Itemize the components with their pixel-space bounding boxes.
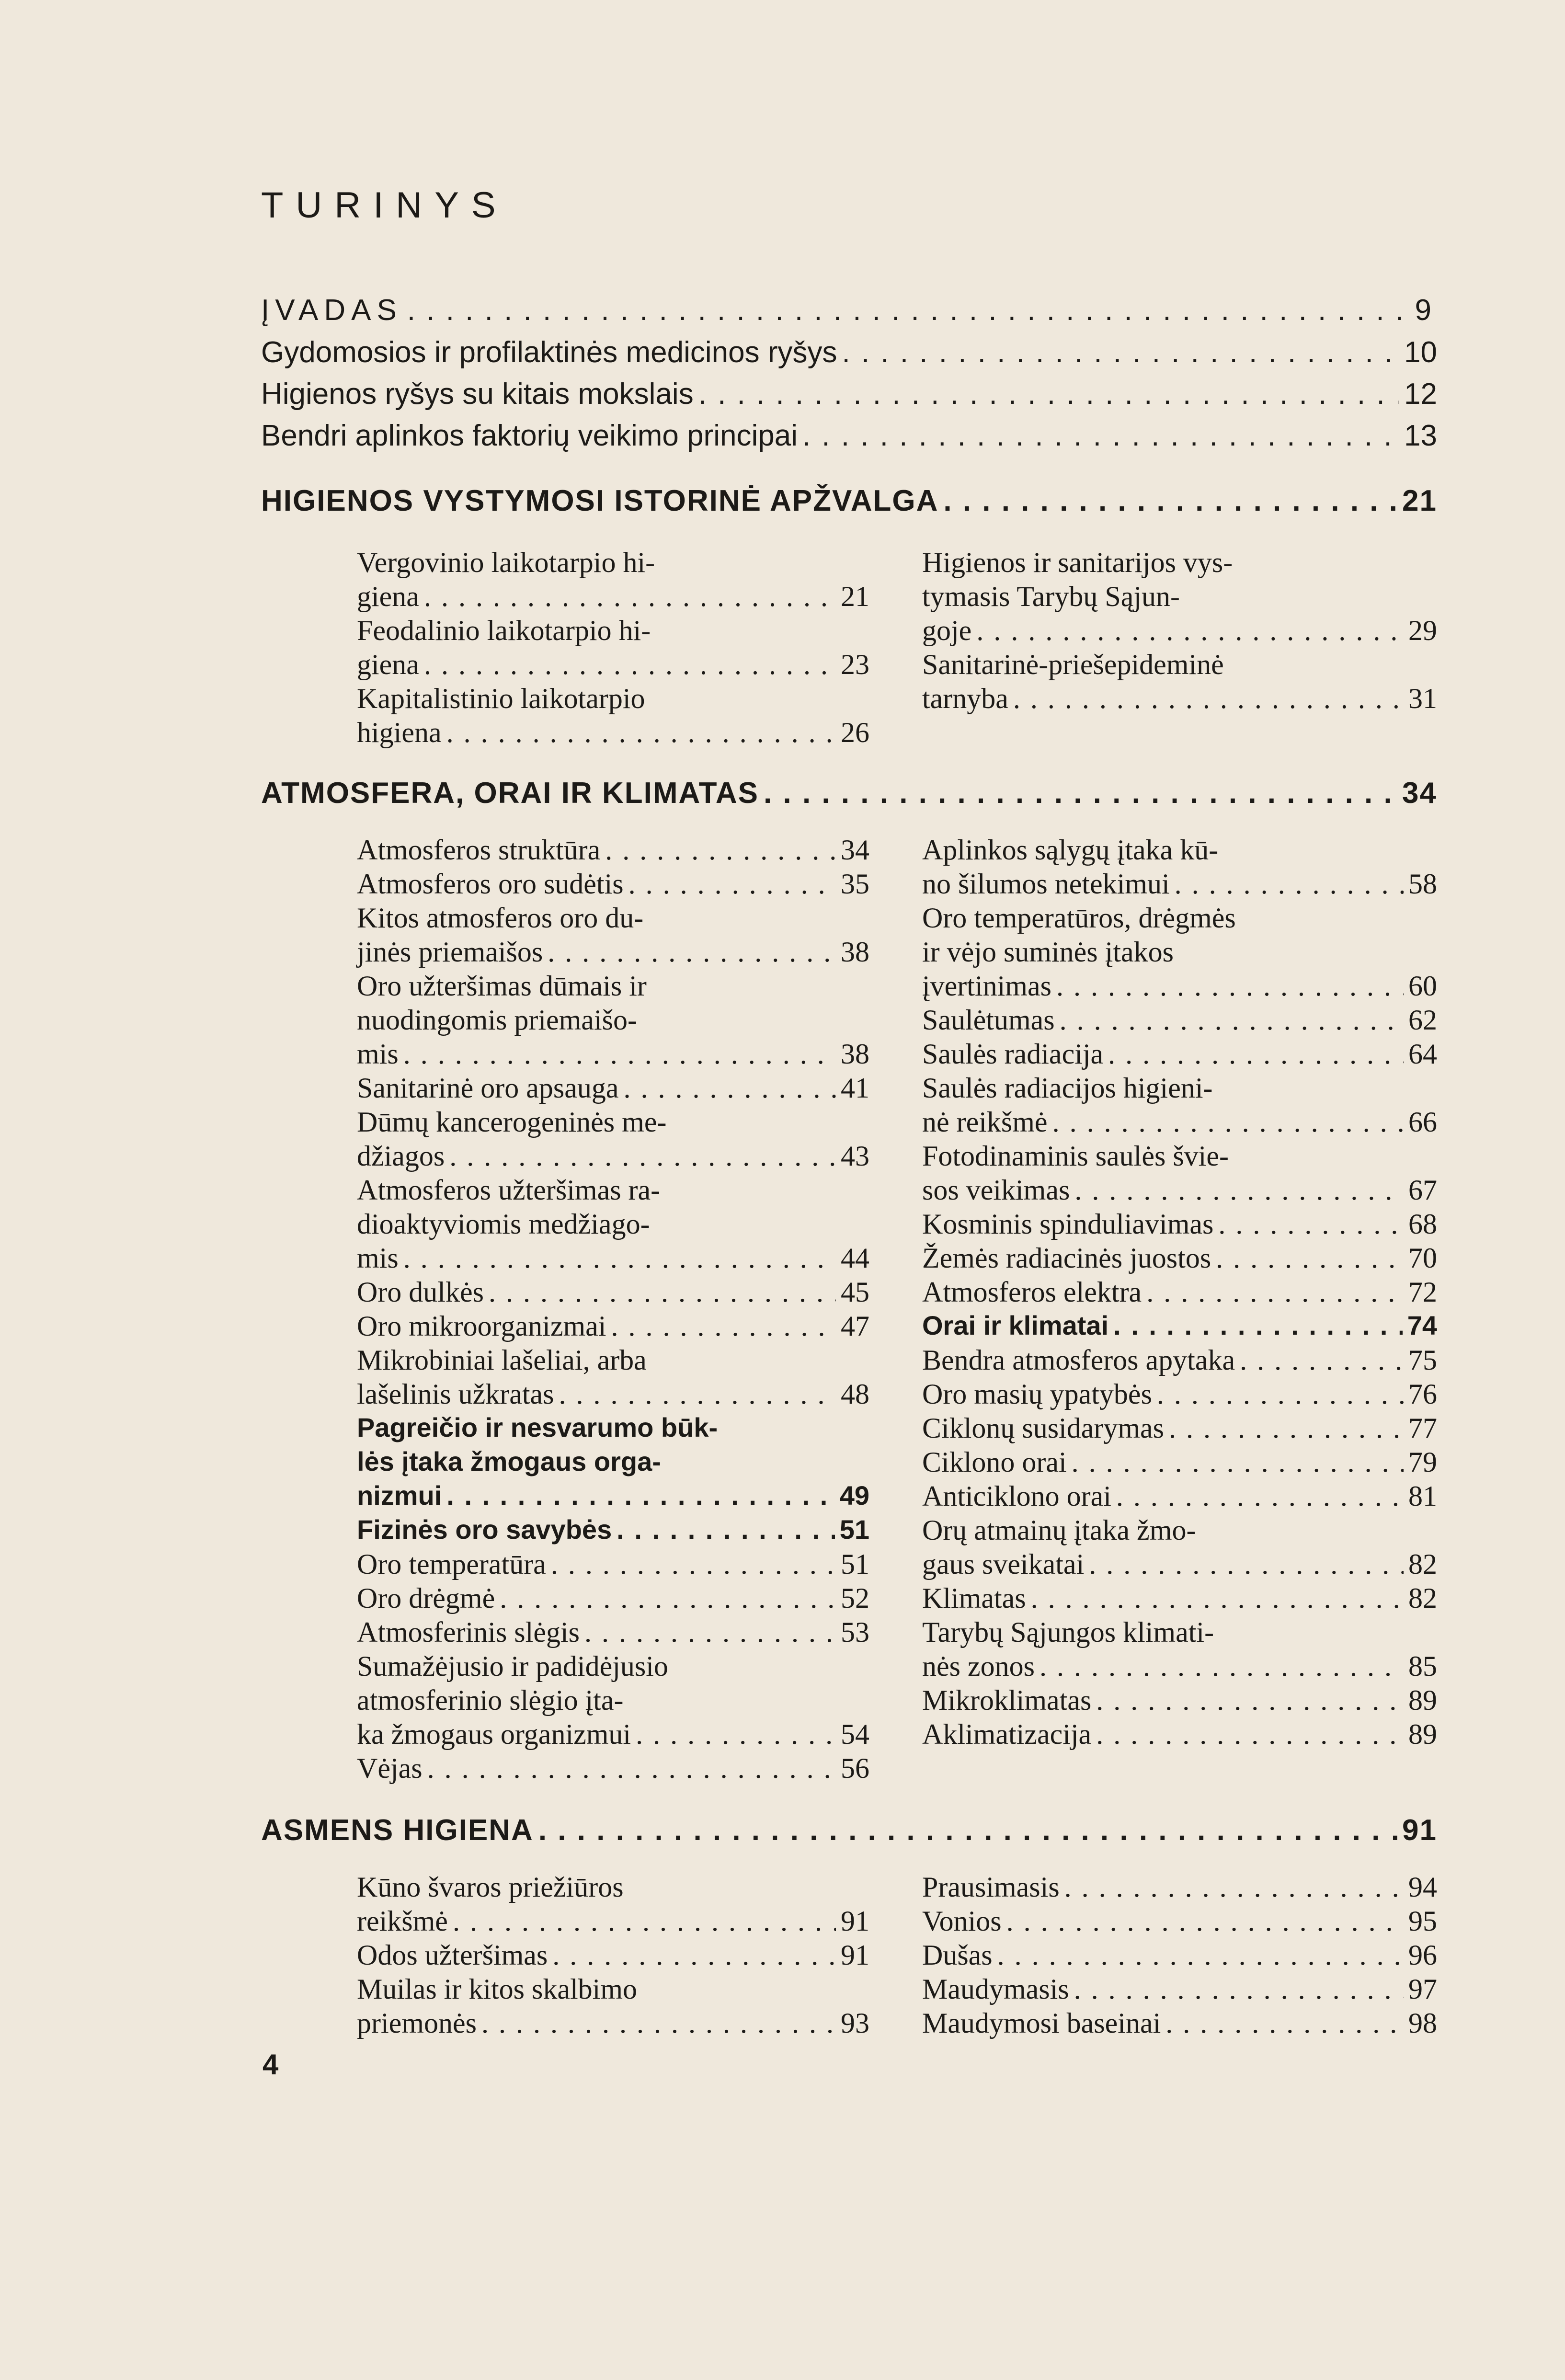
toc-entry (357, 1480, 869, 1511)
entry-line: Mikrobiniai lašeliai, arba (357, 1344, 647, 1376)
toc-entry (357, 1905, 869, 1938)
dot-leader (1072, 1446, 1404, 1479)
entry-title: priemonės (357, 2007, 477, 2039)
toc-entry (922, 1446, 1437, 1479)
entry-title: gaus sveikatai (922, 1548, 1085, 1580)
toc-entry (922, 1905, 1437, 1938)
entry-title: Oro drėgmė (357, 1582, 495, 1614)
entry-title: Atmosferos oro sudėtis (357, 868, 624, 900)
entry-page: 38 (841, 1038, 869, 1070)
toc-entry (357, 1378, 869, 1411)
dot-leader (1108, 1038, 1404, 1071)
entry-title: lašelinis užkratas (357, 1378, 554, 1410)
entry-title: Atmosferos elektra (922, 1276, 1142, 1308)
entry-title: Aklimatizacija (922, 1718, 1092, 1750)
entry-page: 91 (1402, 1814, 1437, 1847)
entry-title: Oro masių ypatybės (922, 1378, 1152, 1410)
dot-leader (449, 1140, 836, 1173)
toc-entry (357, 580, 869, 613)
dot-leader (698, 377, 1399, 411)
dot-leader (1060, 1004, 1404, 1037)
entry-page: 76 (1408, 1378, 1437, 1410)
entry-page: 70 (1408, 1242, 1437, 1274)
toc-entry (261, 484, 1437, 518)
entry-line: Saulės radiacijos higieni- (922, 1072, 1213, 1104)
toc-entry (922, 1718, 1437, 1751)
entry-page: 21 (1402, 484, 1437, 517)
entry-line: Orų atmainų įtaka žmo- (922, 1514, 1196, 1546)
dot-leader (584, 1616, 836, 1649)
entry-page: 94 (1408, 1871, 1437, 1903)
entry-page: 97 (1408, 1973, 1437, 2005)
entry-title: Saulės radiacija (922, 1038, 1104, 1070)
toc-entry (261, 335, 1437, 369)
toc-entry (357, 1514, 869, 1545)
toc-entry (922, 868, 1437, 901)
toc-entry (922, 1582, 1437, 1615)
entry-page: 81 (1408, 1480, 1437, 1512)
toc-entry (922, 1208, 1437, 1241)
entry-line: tymasis Tarybų Sąjun- (922, 581, 1180, 612)
entry-line: dioaktyviomis medžiago- (357, 1208, 650, 1240)
entry-page: 45 (841, 1276, 869, 1308)
entry-line: Feodalinio laikotarpio hi- (357, 615, 651, 646)
entry-page: 66 (1408, 1106, 1437, 1138)
dot-leader (407, 293, 1404, 327)
entry-line: Dūmų kancerogeninės me- (357, 1106, 667, 1138)
entry-page: 21 (841, 581, 869, 612)
dot-leader (1146, 1276, 1404, 1309)
entry-page: 77 (1408, 1412, 1437, 1444)
dot-leader (1056, 970, 1404, 1003)
dot-leader (1040, 1650, 1404, 1683)
toc-entry (357, 1276, 869, 1309)
toc-entry (922, 614, 1437, 647)
toc-entry (357, 868, 869, 901)
toc-entry (922, 1480, 1437, 1513)
dot-leader (1216, 1242, 1404, 1275)
dot-leader (538, 1813, 1397, 1847)
entry-page: 96 (1408, 1939, 1437, 1971)
dot-leader (617, 1514, 834, 1545)
entry-page: 26 (841, 717, 869, 748)
entry-title: reikšmė (357, 1905, 448, 1937)
entry-line: Atmosferos užteršimas ra- (357, 1174, 661, 1206)
entry-page: 41 (841, 1072, 869, 1104)
toc-entry (357, 1616, 869, 1649)
toc-entry (261, 1813, 1437, 1847)
entry-page: 56 (841, 1752, 869, 1784)
entry-title: Ciklono orai (922, 1446, 1067, 1478)
toc-entry (922, 1939, 1437, 1972)
entry-title: ĮVADAS (261, 294, 402, 327)
entry-line: ir vėjo suminės įtakos (922, 936, 1174, 968)
entry-title: Oro mikroorganizmai (357, 1310, 606, 1342)
entry-line: Pagreičio ir nesvarumo būk- (357, 1412, 718, 1442)
entry-title: Bendra atmosferos apytaka (922, 1344, 1235, 1376)
toc-entry (357, 1038, 869, 1071)
dot-leader (446, 1480, 834, 1511)
toc-entry (357, 1752, 869, 1785)
entry-page: 23 (841, 649, 869, 680)
toc-entry (922, 1310, 1437, 1341)
entry-page: 68 (1408, 1208, 1437, 1240)
entry-title: Dušas (922, 1939, 993, 1971)
entry-line: Aplinkos sąlygų įtaka kū- (922, 834, 1219, 866)
entry-page: 44 (841, 1242, 869, 1274)
toc-entry (922, 970, 1437, 1003)
entry-line: Higienos ir sanitarijos vys- (922, 547, 1233, 578)
entry-page: 13 (1404, 419, 1437, 452)
entry-page: 51 (839, 1514, 869, 1545)
entry-line: Sumažėjusio ir padidėjusio (357, 1650, 668, 1682)
dot-leader (1096, 1684, 1404, 1717)
entry-page: 98 (1408, 2007, 1437, 2039)
entry-page: 38 (841, 936, 869, 968)
toc-entry (261, 776, 1437, 810)
dot-leader (636, 1718, 836, 1751)
toc-entry (357, 2007, 869, 2040)
entry-page: 48 (841, 1378, 869, 1410)
entry-title: Mikroklimatas (922, 1684, 1092, 1716)
entry-title: Atmosferinis slėgis (357, 1616, 580, 1648)
entry-title: goje (922, 615, 972, 646)
toc-entry (357, 1939, 869, 1972)
entry-title: ASMENS HIGIENA (261, 1814, 534, 1847)
entry-title: Bendri aplinkos faktorių veikimo principai (261, 419, 798, 452)
dot-leader (1074, 1973, 1404, 2006)
entry-page: 43 (841, 1140, 869, 1172)
toc-entry (922, 1871, 1437, 1904)
toc-entry (922, 1650, 1437, 1683)
dot-leader (628, 868, 836, 901)
entry-page: 35 (841, 868, 869, 900)
entry-title: higiena (357, 717, 442, 748)
dot-leader (1240, 1344, 1404, 1377)
toc-entry (357, 1072, 869, 1105)
dot-leader (605, 834, 836, 867)
entry-line: Kūno švaros priežiūros (357, 1871, 624, 1903)
entry-page: 91 (841, 1939, 869, 1971)
entry-title: Maudymasis (922, 1973, 1069, 2005)
entry-title: Higienos ryšys su kitais mokslais (261, 378, 694, 411)
entry-title: mis (357, 1038, 399, 1070)
entry-title: Oro dulkės (357, 1276, 484, 1308)
entry-title: Vėjas (357, 1752, 423, 1784)
toc-entry (357, 1242, 869, 1275)
toc-entry (357, 1718, 869, 1751)
dot-leader (764, 776, 1397, 810)
entry-title: įvertinimas (922, 970, 1051, 1002)
toc-entry (922, 1684, 1437, 1717)
entry-line: lės įtaka žmogaus orga- (357, 1446, 661, 1476)
entry-line: atmosferinio slėgio įta- (357, 1684, 624, 1716)
dot-leader (1175, 868, 1404, 901)
dot-leader (1074, 1174, 1404, 1207)
entry-page: 31 (1408, 683, 1437, 714)
entry-title: sos veikimas (922, 1174, 1070, 1206)
dot-leader (623, 1072, 836, 1105)
entry-title: Prausimasis (922, 1871, 1060, 1903)
entry-line: Oro užteršimas dūmais ir (357, 970, 647, 1002)
entry-title: Oro temperatūra (357, 1548, 546, 1580)
entry-page: 72 (1408, 1276, 1437, 1308)
entry-page: 12 (1404, 378, 1437, 411)
dot-leader (551, 1548, 836, 1581)
dot-leader (802, 419, 1399, 453)
toc-entry (922, 1038, 1437, 1071)
entry-line: Oro temperatūros, drėgmės (922, 902, 1236, 934)
entry-page: 75 (1408, 1344, 1437, 1376)
entry-page: 60 (1408, 970, 1437, 1002)
entry-page: 89 (1408, 1684, 1437, 1716)
dot-leader (1052, 1106, 1404, 1139)
entry-title: mis (357, 1242, 399, 1274)
dot-leader (1113, 1310, 1403, 1341)
entry-page: 62 (1408, 1004, 1437, 1036)
dot-leader (1013, 682, 1404, 715)
entry-title: Sanitarinė oro apsauga (357, 1072, 619, 1104)
entry-line: Sanitarinė-priešepideminė (922, 649, 1224, 680)
dot-leader (559, 1378, 836, 1411)
entry-title: nės zonos (922, 1650, 1035, 1682)
entry-title: Saulėtumas (922, 1004, 1055, 1036)
entry-page: 54 (841, 1718, 869, 1750)
dot-leader (500, 1582, 836, 1615)
entry-page: 29 (1408, 615, 1437, 646)
toc-entry (922, 1378, 1437, 1411)
toc-entry (922, 1242, 1437, 1275)
entry-page: 9 (1415, 294, 1437, 327)
toc-entry (261, 293, 1437, 327)
dot-leader (1157, 1378, 1404, 1411)
entry-page: 64 (1408, 1038, 1437, 1070)
entry-page: 34 (1402, 777, 1437, 810)
entry-page: 34 (841, 834, 869, 866)
entry-line: Kitos atmosferos oro du- (357, 902, 644, 934)
toc-entry (922, 682, 1437, 715)
entry-title: nė reikšmė (922, 1106, 1048, 1138)
dot-leader (481, 2007, 836, 2040)
toc-entry (357, 936, 869, 969)
entry-title: Odos užteršimas (357, 1939, 548, 1971)
toc-entry (922, 2007, 1437, 2040)
toc-entry (261, 377, 1437, 411)
toc-entry (357, 1582, 869, 1615)
toc-entry (357, 1548, 869, 1581)
entry-title: no šilumos netekimui (922, 868, 1170, 900)
entry-title: Anticiklono orai (922, 1480, 1111, 1512)
dot-leader (424, 580, 836, 613)
entry-page: 58 (1408, 868, 1437, 900)
toc-entry (357, 1310, 869, 1343)
dot-leader (1031, 1582, 1404, 1615)
entry-title: Ciklonų susidarymas (922, 1412, 1164, 1444)
toc-entry (922, 1548, 1437, 1581)
dot-leader (611, 1310, 836, 1343)
entry-title: Vonios (922, 1905, 1002, 1937)
dot-leader (1165, 2007, 1404, 2040)
toc-entry (922, 1973, 1437, 2006)
dot-leader (943, 484, 1397, 518)
page-number: 4 (263, 2048, 279, 2081)
entry-title: Klimatas (922, 1582, 1026, 1614)
dot-leader (552, 1939, 836, 1972)
dot-leader (997, 1939, 1404, 1972)
entry-page: 51 (841, 1548, 869, 1580)
entry-line: Muilas ir kitos skalbimo (357, 1973, 637, 2005)
entry-title: Atmosferos struktūra (357, 834, 601, 866)
entry-line: Tarybų Sąjungos klimati- (922, 1616, 1214, 1648)
dot-leader (548, 936, 836, 969)
dot-leader (1006, 1905, 1404, 1938)
entry-line: Kapitalistinio laikotarpio (357, 683, 645, 714)
toc-entry (357, 1140, 869, 1173)
toc-entry (922, 1344, 1437, 1377)
entry-page: 82 (1408, 1582, 1437, 1614)
dot-leader (842, 335, 1400, 369)
entry-page: 93 (841, 2007, 869, 2039)
dot-leader (976, 614, 1404, 647)
entry-title: Orai ir klimatai (922, 1310, 1109, 1340)
dot-leader (424, 648, 836, 681)
entry-title: Fizinės oro savybės (357, 1514, 612, 1545)
entry-page: 91 (841, 1905, 869, 1937)
entry-title: Žemės radiacinės juostos (922, 1242, 1211, 1274)
entry-page: 67 (1408, 1174, 1437, 1206)
dot-leader (1218, 1208, 1404, 1241)
dot-leader (1116, 1480, 1404, 1513)
entry-line: Vergovinio laikotarpio hi- (357, 547, 655, 578)
dot-leader (1089, 1548, 1404, 1581)
entry-line: Fotodinaminis saulės švie- (922, 1140, 1229, 1172)
dot-leader (427, 1752, 836, 1785)
dot-leader (453, 1905, 836, 1938)
dot-leader (489, 1276, 836, 1309)
toc-entry (922, 1174, 1437, 1207)
entry-page: 89 (1408, 1718, 1437, 1750)
entry-title: giena (357, 649, 419, 680)
entry-title: giena (357, 581, 419, 612)
entry-title: nizmui (357, 1480, 442, 1510)
entry-title: jinės priemaišos (357, 936, 543, 968)
dot-leader (446, 716, 836, 749)
dot-leader (1096, 1718, 1404, 1751)
entry-title: Maudymosi baseinai (922, 2007, 1161, 2039)
entry-page: 52 (841, 1582, 869, 1614)
entry-title: Kosminis spinduliavimas (922, 1208, 1214, 1240)
entry-title: džiagos (357, 1140, 445, 1172)
entry-page: 10 (1404, 336, 1437, 369)
toc-entry (922, 1004, 1437, 1037)
toc-entry (357, 834, 869, 867)
dot-leader (403, 1038, 836, 1071)
toc-entry (261, 419, 1437, 453)
entry-page: 49 (839, 1480, 869, 1510)
entry-page: 95 (1408, 1905, 1437, 1937)
entry-line: nuodingomis priemaišo- (357, 1004, 637, 1036)
entry-page: 85 (1408, 1650, 1437, 1682)
entry-page: 47 (841, 1310, 869, 1342)
entry-title: HIGIENOS VYSTYMOSI ISTORINĖ APŽVALGA (261, 484, 939, 517)
toc-entry (922, 1412, 1437, 1445)
entry-page: 74 (1407, 1310, 1437, 1340)
entry-title: ka žmogaus organizmui (357, 1718, 631, 1750)
entry-page: 53 (841, 1616, 869, 1648)
page-title: TURINYS (261, 185, 508, 226)
toc-entry (922, 1276, 1437, 1309)
dot-leader (1064, 1871, 1404, 1904)
dot-leader (1169, 1412, 1404, 1445)
entry-title: ATMOSFERA, ORAI IR KLIMATAS (261, 777, 759, 810)
entry-page: 79 (1408, 1446, 1437, 1478)
toc-entry (922, 1106, 1437, 1139)
dot-leader (403, 1242, 836, 1275)
entry-title: tarnyba (922, 683, 1008, 714)
toc-entry (357, 716, 869, 749)
toc-entry (357, 648, 869, 681)
entry-page: 82 (1408, 1548, 1437, 1580)
entry-title: Gydomosios ir profilaktinės medicinos ryšys (261, 336, 837, 369)
